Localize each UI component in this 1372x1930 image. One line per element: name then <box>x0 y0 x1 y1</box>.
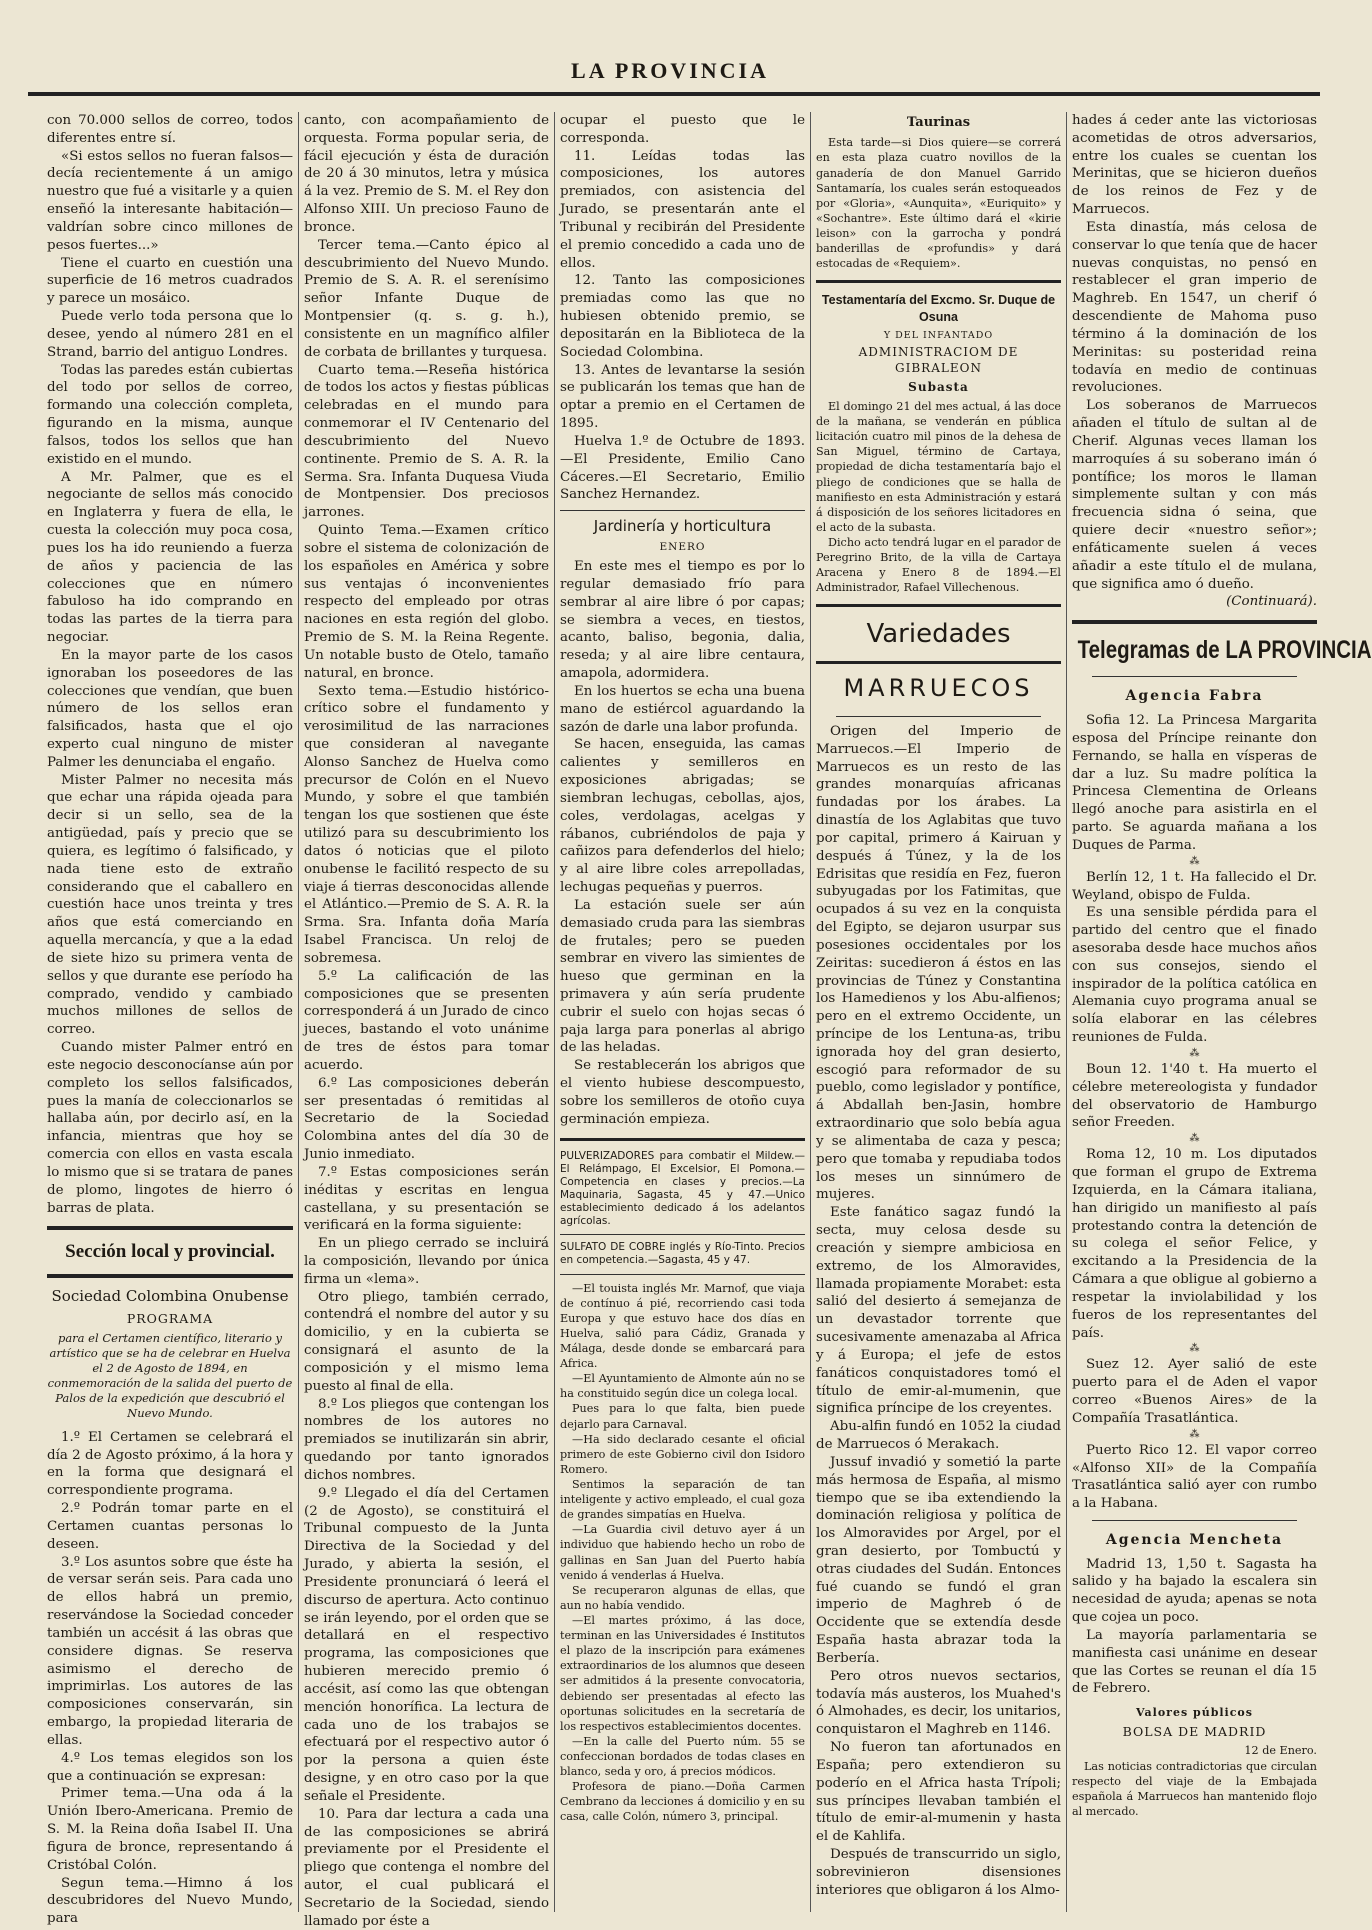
agency-fabra: Agencia Fabra <box>1125 688 1264 705</box>
news-item: —Ha sido declarado cesante el oficial primero de este Gobierno civil don Isidoro Romero. <box>560 1432 805 1476</box>
bolsa-date: 12 de Enero. <box>1244 1744 1317 1758</box>
programa-heading: PROGRAMA <box>126 1310 214 1326</box>
paragraph: 8.º Los pliegos que contengan los nombres de los autores no premiados se inutilizarán sin abrir, quedando por tanto ignorados dichos nombres. <box>304 1396 549 1483</box>
telegram: Roma 12, 10 m. Los diputados que forman el grupo de Extrema Izquierda, en la Cámara italiana, han dirigido un manifiesto al país protestando contra la detención de su colega el señor Felice, y excitando a la Presidencia de la Cámara a que obligue al gobierno a respetar la inviolabilidad y los fueros de los representantes del país. <box>1072 1147 1317 1341</box>
paragraph: 2.º Podrán tomar parte en el Certamen cuantas personas lo deseen. <box>47 1501 293 1552</box>
paragraph: No fueron tan afortunados en España; pero extendieron su poderío en el Africa hasta Trípoli; sus príncipes llevaban también el título de emir-al-mumenin y hasta el de Kahlifa. <box>816 1740 1061 1845</box>
paragraph: En un pliego cerrado se incluirá la composición, llevando por única firma un «lema». <box>304 1236 549 1287</box>
asterism-icon: ⁂ <box>1189 1428 1200 1440</box>
paragraph: 5.º La calificación de las composiciones que se presenten corresponderá á un Jurado de cinco jueces, bastando el voto unánime de tres de éstos para tomar acuerdo. <box>304 968 549 1073</box>
section-rule <box>47 1226 293 1230</box>
continuara: (Continuará). <box>1226 594 1317 610</box>
paragraph: Abu-alfin fundó en 1052 la ciudad de Marruecos ó Merakach. <box>816 1419 1061 1453</box>
paragraph: Cuarto tema.—Reseña histórica de todos los actos y fiestas públicas celebradas en el mundo para conmemorar el IV Centenario del descubrimiento del Nuevo continente. Premio de S. A. R. la Serma. Sra. Infanta Duquesa Viuda de Montpensier. Dos preciosos jarrones. <box>304 362 549 521</box>
news-briefs <box>560 1281 805 1825</box>
paragraph: 3.º Los asuntos sobre que éste ha de versar serán seis. Para cada uno de ellos habrá un premio, reservándose la Sociedad conceder también un accésit á las obras que considere dignas. Se reserva asimismo el derecho de imprimirlas. Los autores de las composiciones conservarán, sin embargo, la propiedad literaria de ellas. <box>47 1554 293 1748</box>
divider <box>816 604 1061 607</box>
columns <box>42 112 1372 1929</box>
news-item: —En la calle del Puerto núm. 55 se confeccionan bordados de todas clases en blanco, seda y oro, á precios módicos. <box>560 1734 805 1779</box>
section-rule <box>47 1274 293 1278</box>
paragraph: 1.º El Certamen se celebrará el día 2 de Agosto próximo, á la hora y en la forma que designará el correspondiente programa. <box>47 1429 293 1499</box>
divider <box>816 661 1061 664</box>
news-item: —El touista inglés Mr. Marnof, que viaja de contínuo á pié, recorriendo casi toda Europa y que estuvo hace dos días en Huelva, salió para Cádiz, Granada y Málaga, desde donde se embarcará para Africa. <box>560 1281 805 1371</box>
testamentaria-text: El domingo 21 del mes actual, á las doce de la mañana, se venderán en pública licitación cuatro mil pinos de la dehesa de San Miguel, término de Cartaya, propiedad de dicha testamentaría bajo el pliego de condiciones que se halla de manifiesto en esta Administración y estará á disposición de los señores licitadores en el acto de la subasta. <box>816 400 1061 534</box>
column-5 <box>1066 112 1372 1912</box>
subasta-heading: Subasta <box>908 380 969 395</box>
ornament <box>1092 671 1297 681</box>
paragraph: Se restablecerán los abrigos que el viento hubiese descompuesto, sobre los semilleros de otoño cuya germinación empieza. <box>560 1058 805 1127</box>
paragraph: 9.º Llegado el día del Certamen (2 de Agosto), se constituirá el Tribunal compuesto de la Junta Directiva de la Sociedad y del Jurado, y abierta la sesión, el Presidente pronunciará ó leerá el discurso de apertura. Acto continuo se irán leyendo, por el orden que se detallará en el respectivo programa, las composiciones que hubieren merecido premio ó accésit, así como las que obtengan mención honorífica. La lectura de cada uno de los trabajos se efectuará por el respectivo autor ó por la persona a quien éste designe, y en otro caso por la que señale el Presidente. <box>304 1485 549 1804</box>
news-item: Profesora de piano.—Doña Carmen Cembrano da lecciones á domicilio y en su casa, calle Colón, número 3, principal. <box>560 1780 805 1824</box>
variedades-heading: Variedades <box>866 619 1011 650</box>
paragraph: Pero otros nuevos sectarios, todavía más austeros, los Muahed's ó Almohades, es decir, los unitarios, conquistaron el Maghreb en 1146. <box>816 1668 1061 1738</box>
testamentaria-block <box>816 399 1061 595</box>
testamentaria-sub: Y DEL INFANTADO <box>883 329 994 341</box>
column-2 <box>298 112 554 1929</box>
section-title: Sección local y provincial. <box>65 1241 275 1263</box>
paragraph: «Si estos sellos no fueran falsos—decía recientemente á un amigo nuestro que fué a visitarle y a quien enseñó la interesante habitación—valdrían sobre cinco millones de pesos fuertes...» <box>47 148 293 253</box>
marruecos-heading: MARRUECOS <box>843 674 1034 702</box>
paragraph: Segun tema.—Himno á los descubridores del Nuevo Mundo, para <box>47 1875 293 1927</box>
valores-heading: Valores públicos <box>1136 1706 1253 1720</box>
masthead: LA PROVINCIA <box>571 58 769 83</box>
telegram: Puerto Rico 12. El vapor correo «Alfonso XII» de la Compañía Trasatlántica salió ayer con rumbo a la Habana. <box>1072 1442 1317 1512</box>
telegram: Madrid 13, 1,50 t. Sagasta ha salido y ha bajado la escalera sin necesidad de ayuda; apenas se nota que cojea un poco. <box>1072 1556 1317 1626</box>
asterism-icon: ⁂ <box>1189 1133 1200 1145</box>
news-item: Sentimos la separación de tan inteligente y activo empleado, el cual goza de grandes simpatías en Huelva. <box>560 1478 805 1522</box>
column-1 <box>42 112 298 1927</box>
paragraph: 6.º Las composiciones deberán ser presentadas ó remitidas al Secretario de la Sociedad Colombina antes del día 30 de Junio inmediato. <box>304 1075 549 1163</box>
paragraph: 13. Antes de levantarse la sesión se publicarán los temas que han de optar a premio en el Certamen de 1895. <box>560 362 805 432</box>
paragraph: 10. Para dar lectura a cada una de las composiciones se abrirá previamente por el Presidente el pliego que contenga el nombre del autor, el cual publicará el Secretario de la Sociedad, siendo llamado por éste a <box>304 1806 549 1929</box>
ornament <box>1092 1515 1297 1525</box>
news-item: Pues para lo que falta, bien puede dejarlo para Carnaval. <box>560 1402 805 1431</box>
paragraph: 11. Leídas todas las composiciones, los autores premiados, con asistencia del Jurado, se presentarán ante el Tribunal y recibirán del Presidente el premio concedido a cada uno de ellos. <box>560 148 805 271</box>
paragraph: Esta dinastía, más celosa de conservar lo que tenía que de hacer nuevas conquistas, no pensó en restablecer el gran imperio de Maghreb. En 1547, un cherif ó descendiente de Mahoma puso término á la dominación de los Merinitas: su posteridad reina todavía en medio de continuas revoluciones. <box>1072 219 1317 396</box>
ad-pulverizadores: PULVERIZADORES para combatir el Mildew.—El Relámpago, El Excelsior, El Pomona.—Competencia en clases y precios.—La Maquinaria, Sagasta, 45 y 47.—Unico establecimiento dedicado á los adelantos agrícolas. <box>560 1149 805 1228</box>
paragraph: Tiene el cuarto en cuestión una superficie de 16 metros cuadrados y parece un mosáico. <box>47 255 293 307</box>
paragraph: Sexto tema.—Estudio histórico-crítico sobre el fundamento y verosimilitud de las narraciones que consideran al navegante Alonso Sanchez de Huelva como precursor de Colón en el Nuevo Mundo, y sobre el que también tengan los que sostienen que éste utilizó para su descubrimiento los datos ó noticias que el piloto onubense le facilitó respecto de su viaje á tierras desconocidas allende el Atlántico.—Premio de S. A. R. la Srma. Sra. Infanta doña María Isabel Francisca. Un reloj de sobremesa. <box>304 683 549 966</box>
divider <box>816 280 1061 283</box>
divider <box>1072 620 1317 624</box>
news-item: —La Guardia civil detuvo ayer á un individuo que habiendo hecho un robo de gallinas en San Juan del Puerto había venido á venderlas á Huelva. <box>560 1523 805 1582</box>
bolsa-text: Las noticias contradictorias que circulan respecto del viaje de la Embajada española á Marruecos han mantenido flojo al mercado. <box>1072 1759 1317 1818</box>
paragraph: Después de transcurrido un siglo, sobrevinieron disensiones interiores que obligaron á los Almo- <box>816 1847 1061 1898</box>
paragraph: canto, con acompañamiento de orquesta. Forma popular seria, de fácil ejecución y ésta de duración de 20 á 30 minutos, letra y música á la vez. Premio de S. M. el Rey don Alfonso XIII. Un precioso Fauno de bronce. <box>304 113 549 235</box>
paragraph: Este fanático sagaz fundó la secta, muy celosa desde su creación y siempre ambiciosa en extremo, de los Almoravides, llamada propiamente Morabet: esta salió del desierto á semejanza de un devastador torrente que sucesivamente amenazaba al Africa y á Europa; el jefe de estos fanáticos conquistadores tomó el título de emir-al-mumenin, que significa príncipe de los creyentes. <box>816 1205 1061 1417</box>
news-item: —El Ayuntamiento de Almonte aún no se ha constituido según dice un colega local. <box>560 1372 805 1401</box>
taurinas-text: Esta tarde—si Dios quiere—se correrá en esta plaza cuatro novillos de la ganadería de don Manuel Garrido Santamaría, los cuales serán estoqueados por «Gloria», «Aunquita», «Euriquito» y «Sochantre». Este último dará el «kirie leison» con la garrocha y pondrá banderillas de «profundis» y dará estocadas de «Requiem». <box>816 136 1061 271</box>
telegram: Berlín 12, 1 t. Ha fallecido el Dr. Weyland, obispo de Fulda. <box>1072 869 1317 903</box>
paragraph: La estación suele ser aún demasiado cruda para las siembras de frutales; pero se pueden sembrar en vivero las simientes de hueso que germinan en la primavera y aún sería prudente cubrir el suelo con hojas secas ó paja larga para ponerlas al abrigo de las heladas. <box>560 897 805 1056</box>
asterism-icon: ⁂ <box>1189 1047 1200 1059</box>
paragraph: Huelva 1.º de Octubre de 1893. —El Presidente, Emilio Cano Cáceres.—El Secretario, Emilio Sanchez Hernandez. <box>560 433 805 503</box>
paragraph: Otro pliego, también cerrado, contendrá el nombre del autor y su domicilio, y en la cubierta se consignará el asunto de la composición y el mismo lema puesto al final de ella. <box>304 1289 549 1394</box>
testamentaria-heading: Testamentaría del Excmo. Sr. Duque de Osuna <box>821 293 1056 324</box>
paragraph: con 70.000 sellos de correo, todos diferentes entre sí. <box>47 113 293 146</box>
paragraph: Los soberanos de Marruecos añaden el título de sultan al de Cherif. Algunas veces llaman los marroquíes á su soberano imán ó pontífice; los moros le llaman simplemente sultan y con más frecuencia sidna ó seina, que quiere decir «nuestro señor»; enfáticamente suelen á veces añadir a este título el de mulana, que significa amo ó dueño. <box>1072 398 1317 592</box>
programa-note: para el Certamen científico, literario y artístico que se ha de celebrar en Huelva el 2 de Agosto de 1894, en conmemoración de la salida del puerto de Palos de la expedición que descubrió el Nuevo Mundo. <box>47 1331 293 1420</box>
paragraph: En este mes el tiempo es por lo regular demasiado frío para sembrar al aire libre ó por capas; se siembra a veces, en tiestos, acanto, baliso, begonia, dalia, reseda; y al aire libre centaura, amapola, adormidera. <box>560 559 805 682</box>
telegram: Sofia 12. La Princesa Margarita esposa del Príncipe reinante don Fernando, se halla en vísperas de dar a luz. Su madre política la Princesa Clementina de Orleans llegó anoche para asistirla en el parto. Se aguarda mañana a los Duques de Parma. <box>1072 713 1317 853</box>
taurinas-block <box>816 135 1061 271</box>
bolsa-block <box>1072 1759 1317 1819</box>
divider <box>560 1234 805 1235</box>
paragraph: Cuando mister Palmer entró en este negocio desconocíanse aún por completo los sellos falsificados, pues la manía de coleccionarlos se hallaba aún, por decirlo así, en la infancia, mientras que hoy se comercia con ellos en vasta escala lo mismo que si se tratara de panes de plomo, lingotes de hierro ó barras de plata. <box>47 1040 293 1216</box>
telegram: Es una sensible pérdida para el partido del centro que el finado asesoraba desde hace muchos años con sus consejos, siendo el inspirador de la política católica en Alemania cuyo programa anual se solía elaborar en las célebres reuniones de Fulda. <box>1072 905 1317 1046</box>
paragraph: hades á ceder ante las victoriosas acometidas de otros adversarios, entre los cuales se cuentan los Merinitas, que se hicieron dueños de los reinos de Fez y de Marruecos. <box>1072 113 1317 218</box>
jardineria-heading: Jardinería y horticultura <box>593 517 772 536</box>
divider <box>560 1138 805 1141</box>
paragraph: Jussuf invadió y sometió la parte más hermosa de España, al mismo tiempo que se iba extendiendo la dominación religiosa y política de los Almoravides por Argel, por el gran desierto, por Tombuctú y otras ciudades del Sudán. Entonces fué cuando se fundó el gran imperio de Maghreb ó de Occidente que se extendía desde España hasta abrazar toda la Berbería. <box>816 1454 1061 1666</box>
administracion-heading: ADMINISTRACIOM DE GIBRALEON <box>858 345 1019 376</box>
divider <box>560 510 805 511</box>
telegramas-heading: Telegramas de LA PROVINCIA <box>1077 636 1372 665</box>
telegram: La mayoría parlamentaria se manifiesta casi unánime en desear que las Cortes se reunan el día 15 de Febrero. <box>1072 1627 1317 1697</box>
enero-heading: ENERO <box>659 541 706 554</box>
agency-mencheta: Agencia Mencheta <box>1105 1532 1284 1548</box>
paragraph: 12. Tanto las composiciones premiadas como las que no hubiesen obtenido premio, se depositarán en la Biblioteca de la Sociedad Colombina. <box>560 273 805 360</box>
header-rule <box>28 92 1320 96</box>
paragraph: Mister Palmer no necesita más que echar una rápida ojeada para decir si un sello, sea de la antigüedad, país y precio que se quiera, es legítimo ó falsificado, y nada tiene esto de extraño considerando que el caballero en cuestión hace unos treinta y tres años que está comerciando en aquella mercancía, y que a la edad de siete hizo su primera venta de sellos y que durante ese período ha comprado, vendido y cambiado muchos millones de sellos de correo. <box>47 772 293 1038</box>
paragraph: 7.º Estas composiciones serán inéditas y escritas en lengua castellana, y su presentación se verificará en la forma siguiente: <box>304 1164 549 1234</box>
paragraph: Tercer tema.—Canto épico al descubrimiento del Nuevo Mundo. Premio de S. A. R. el serenísimo señor Infante Duque de Montpensier (q. s. g. h.), consistente en un magnífico alfiler de corbata de brillantes y turquesa. <box>304 237 549 360</box>
ad-sulfato: SULFATO DE COBRE inglés y Río-Tinto. Precios en competencia.—Sagasta, 45 y 47. <box>560 1241 805 1267</box>
paragraph: Origen del Imperio de Marruecos.—El Imperio de Marruecos es un resto de las grandes monarquías africanas fundadas por los árabes. La dinastía de los Aglabitas que tuvo por capital, primero á Kairuan y después á Túnez, y la de los Edrisitas que residía en Fez, fueron subyugadas por los Fatimitas, que ocupados á su vez en la conquista del Egipto, se dejaron usurpar sus posesiones occidentales por los Zeiritas: sucedieron á éstos en las provincias de Túnez y Constantina los Hamedienos y los Abu-alfienos; pero en el extremo Occidente, un príncipe de los Lentuna-as, tribu ignorada hoy del gran desierto, escogió para reformador de su pueblo, como legislador y pontífice, á Abdallah ben-Jasin, hombre extraordinario que solo bebía agua y se alimentaba de caza y pesca; pero que tomaba y repudiaba todos los meses un sinnúmero de mujeres. <box>816 723 1061 1203</box>
bolsa-heading: BOLSA DE MADRID <box>1122 1723 1267 1739</box>
column-4 <box>810 112 1066 1912</box>
paragraph: Quinto Tema.—Examen crítico sobre el sistema de colonización de los españoles en América y sobre sus ventajas ó inconvenientes respecto del empleado por otras naciones en esta región del globo. Premio de S. M. la Reina Regente. Un notable busto de Otelo, tamaño natural, en bronce. <box>304 523 549 681</box>
paragraph: Primer tema.—Una oda á la Unión Ibero-Americana. Premio de S. M. la Reina doña Isabel II. Una figura de bronce, representando á Cristóbal Colón. <box>47 1786 293 1873</box>
paragraph: Puede verlo toda persona que lo desee, yendo al número 281 en el Strand, barrio del antiguo Londres. <box>47 309 293 360</box>
paragraph: En los huertos se echa una buena mano de estiércol aguardando la sazón de darle una labor profunda. <box>560 683 805 735</box>
society-heading: Sociedad Colombina Onubense <box>51 1286 289 1305</box>
paragraph: A Mr. Palmer, que es el negociante de sellos más conocido en Inglaterra y fuera de ella, le cuesta la colección muy poca cosa, pues los ha ido reuniendo a fuerza de años y paciencia de las colecciones que en número fabuloso ha ido comprando en todas las partes de la tierra para negociar. <box>47 469 293 646</box>
news-item: —El martes próximo, á las doce, terminan en las Universidades é Institutos el plazo de la inscripción para exámenes extraordinarios de los alumnos que deseen ser admitidos á la presente convocatoria, debiendo ser presentadas al efecto las oportunas solicitudes en la secretaría de los respectivos establecimientos docentes. <box>560 1614 805 1733</box>
paragraph: ocupar el puesto que le corresponda. <box>560 113 805 146</box>
asterism-icon: ⁂ <box>1189 1343 1200 1355</box>
paragraph: En la mayor parte de los casos ignoraban los poseedores de las colecciones que vendían, que buen número de los sellos eran falsificados, hasta que el ojo experto cual ninguno de mister Palmer les denunciaba el engaño. <box>47 647 293 770</box>
column-3 <box>554 112 810 1912</box>
telegram: Suez 12. Ayer salió de este puerto para el de Aden el vapor correo «Buenos Aires» de la Compañía Trasatlántica. <box>1072 1357 1317 1426</box>
testamentaria-text: Dicho acto tendrá lugar en el parador de Peregrino Brito, de la villa de Cartaya Aracena y Enero 8 de 1894.—El Administrador, Rafael Villechenous. <box>816 535 1061 595</box>
ornament <box>836 711 1041 721</box>
taurinas-heading: Taurinas <box>906 115 971 130</box>
asterism-icon: ⁂ <box>1189 855 1200 867</box>
paragraph: Se hacen, enseguida, las camas calientes y semilleros en exposiciones abrigadas; se siembran lechugas, cebollas, ajos, coles, verdolagas, acelgas y rábanos, cubriéndolos de paja y cañizos para defenderlos del hielo; y al aire libre coles arrepolladas, lechugas pequeñas y puerros. <box>560 737 805 896</box>
divider <box>560 1274 805 1275</box>
telegram: Boun 12. 1'40 t. Ha muerto el célebre metereologista y fundador del observatorio de Hamburgo señor Freeden. <box>1072 1061 1317 1131</box>
news-item: Se recuperaron algunas de ellas, que aun no había vendido. <box>560 1583 805 1612</box>
paragraph: 4.º Los temas elegidos son los que a continuación se expresan: <box>47 1750 293 1784</box>
paragraph: Todas las paredes están cubiertas del todo por sellos de correo, formando una colección completa, figurando en la misma, aunque falsos, todos los sellos que han existido en el mundo. <box>47 362 293 467</box>
